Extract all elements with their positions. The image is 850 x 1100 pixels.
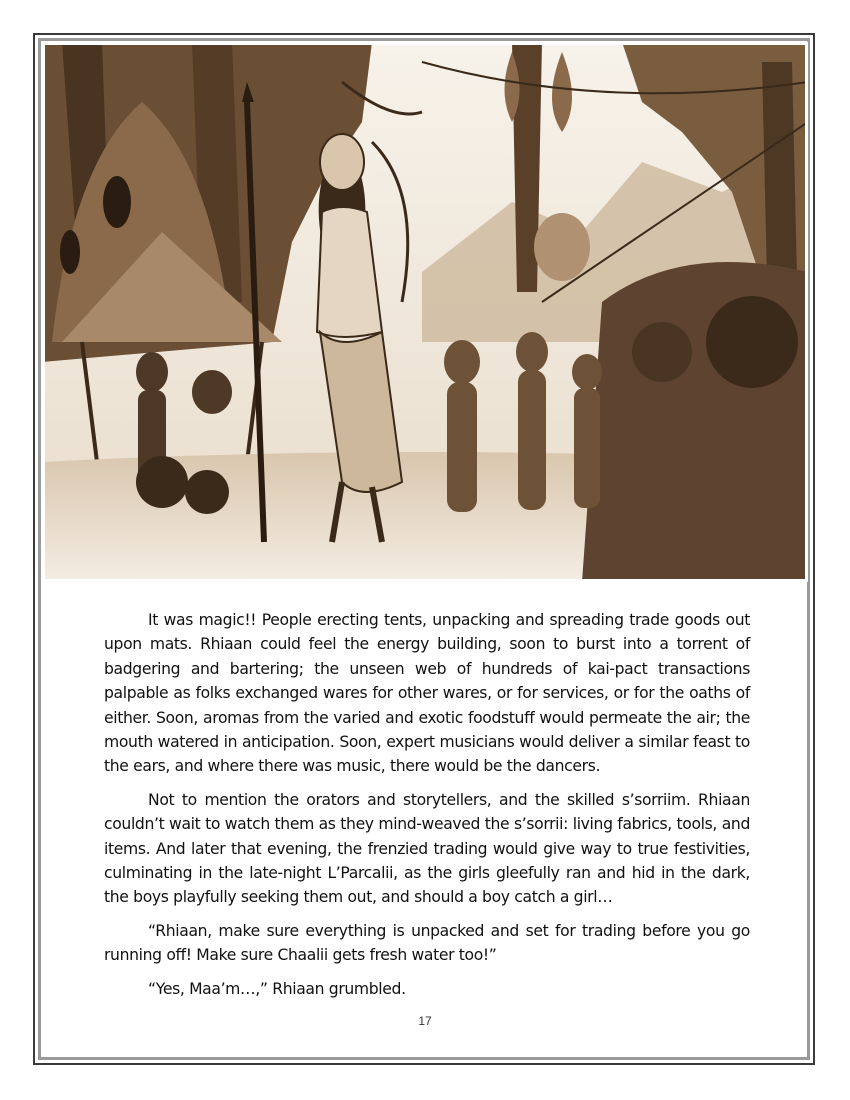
paragraph-4: “Yes, Maa’m…,” Rhiaan grumbled. [148,979,406,998]
paragraph-1: It was magic!! People erecting tents, unpacking and spreading trade goods out upon mats. Rhiaan could feel the energy building, soon to burst into a torrent of badgering and bartering; the unseen web of hundreds of kai-pact transactions palpable as folks exchanged wares for other wares, or for services, or for the oaths of either. Soon, aromas from the varied and exotic foodstuff would permeate the air; the mouth watered in anticipation. Soon, expert musicians would deliver a similar feast to the ears, and where there was music, there would be the dancers. [104,611,750,776]
story-text [104,608,750,1010]
paragraph-2: Not to mention the orators and storytellers, and the skilled s’sorriim. Rhiaan couldn’t wait to watch them as they mind-weaved the s’sorrii: living fabrics, tools, and items. And later that evening, the frenzied trading would give way to true festivities, culminating in the late-night L’Parcalii, as the girls gleefully ran and hid in the dark, the boys playfully seeking them out, and should a boy catch a girl… [104,790,750,907]
page-number: 17 [418,1014,432,1028]
lantern-3 [534,213,590,281]
paragraph-3: “Rhiaan, make sure everything is unpacked and set for trading before you go running off! Make sure Chaalii gets fresh water too!” [104,921,750,965]
crowd-middle [444,332,602,512]
sepia-ink-illustration-icon [42,42,808,582]
